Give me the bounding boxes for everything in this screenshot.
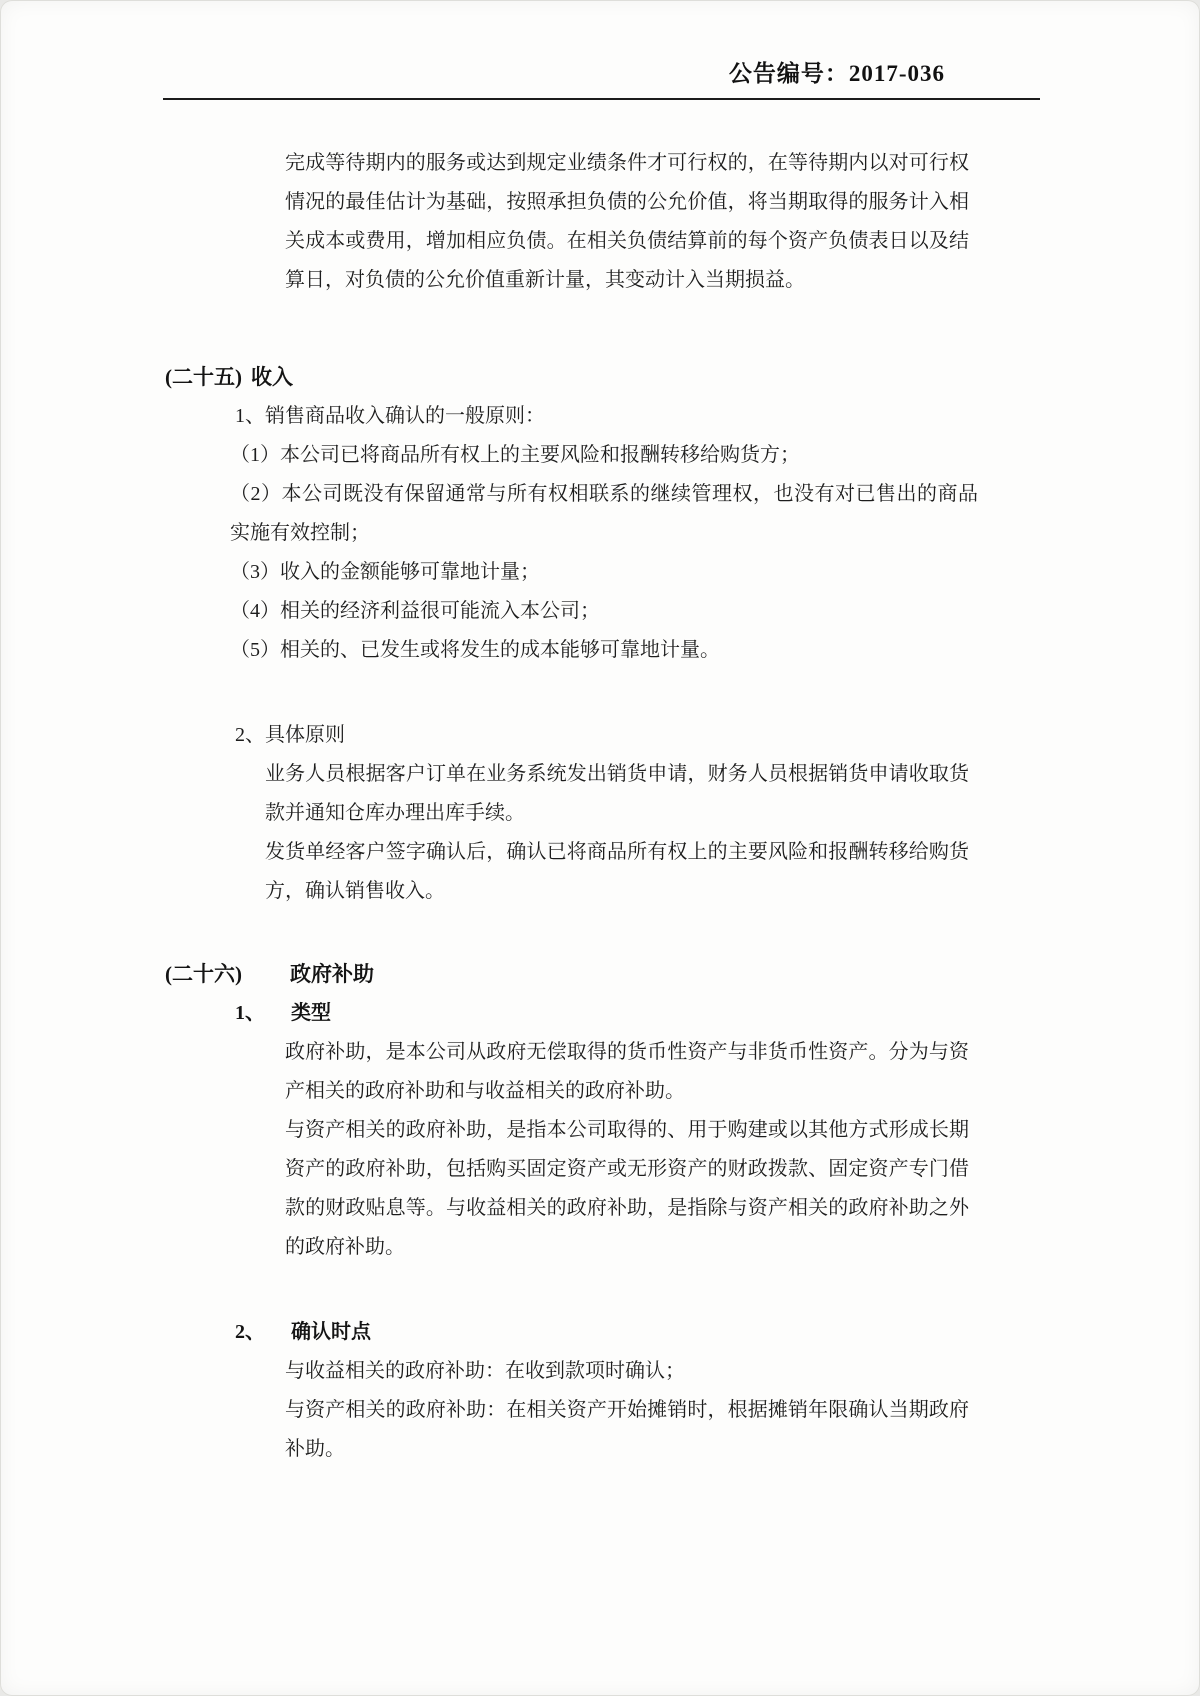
header-divider xyxy=(163,98,1040,100)
subsidy-type-number: 1、 xyxy=(235,1002,265,1024)
revenue-item-4: （4）相关的经济利益很可能流入本公司； xyxy=(230,600,600,622)
revenue-general-heading: 1、销售商品收入确认的一般原则： xyxy=(235,405,545,427)
subsidy-type-title: 类型 xyxy=(291,1002,331,1024)
document-header xyxy=(0,0,1200,90)
section-heading-revenue xyxy=(165,358,1200,397)
subsidy-type-paragraph-1: 政府补助，是本公司从政府无偿取得的货币性资产与非货币性资产。分为与资产相关的政府补助和与收益相关的政府补助。 xyxy=(285,1041,969,1102)
announcement-number: 公告编号：2017-036 xyxy=(728,61,945,86)
revenue-item-1: （1）本公司已将商品所有权上的主要风险和报酬转移给购货方； xyxy=(230,444,800,466)
subsidy-timing-title: 确认时点 xyxy=(291,1321,371,1343)
section-heading-subsidy xyxy=(165,955,1200,994)
revenue-item-3: （3）收入的金额能够可靠地计量； xyxy=(230,561,540,583)
revenue-item-5: （5）相关的、已发生或将发生的成本能够可靠地计量。 xyxy=(230,639,720,661)
revenue-specific-heading: 2、具体原则 xyxy=(235,724,345,746)
revenue-item-2: （2）本公司既没有保留通常与所有权相联系的继续管理权，也没有对已售出的商品实施有效控制； xyxy=(230,483,978,544)
revenue-specific-paragraph-1: 业务人员根据客户订单在业务系统发出销货申请，财务人员根据销货申请收取货款并通知仓库办理出库手续。 xyxy=(265,763,969,824)
section-revenue-number: (二十五) xyxy=(165,365,242,389)
subsidy-timing-paragraph-2: 与资产相关的政府补助：在相关资产开始摊销时，根据摊销年限确认当期政府补助。 xyxy=(285,1399,969,1460)
subsidy-type-heading xyxy=(235,994,1200,1033)
subsidy-timing-number: 2、 xyxy=(235,1321,265,1343)
revenue-specific-paragraph-2: 发货单经客户签字确认后，确认已将商品所有权上的主要风险和报酬转移给购货方，确认销售收入。 xyxy=(265,841,969,902)
section-subsidy-title: 政府补助 xyxy=(290,962,374,986)
subsidy-type-paragraph-2: 与资产相关的政府补助，是指本公司取得的、用于购建或以其他方式形成长期资产的政府补助，包括购买固定资产或无形资产的财政拨款、固定资产专门借款的财政贴息等。与收益相关的政府补助，是指除与资产相关的政府补助之外的政府补助。 xyxy=(285,1119,969,1258)
section-revenue-title: 收入 xyxy=(251,365,293,389)
subsidy-timing-heading xyxy=(235,1313,1200,1352)
intro-paragraph: 完成等待期内的服务或达到规定业绩条件才可行权的，在等待期内以对可行权情况的最佳估计为基础，按照承担负债的公允价值，将当期取得的服务计入相关成本或费用，增加相应负债。在相关负债结算前的每个资产负债表日以及结算日，对负债的公允价值重新计量，其变动计入当期损益。 xyxy=(285,152,969,291)
section-subsidy-number: (二十六) xyxy=(165,962,242,986)
subsidy-timing-paragraph-1: 与收益相关的政府补助：在收到款项时确认； xyxy=(285,1360,685,1382)
